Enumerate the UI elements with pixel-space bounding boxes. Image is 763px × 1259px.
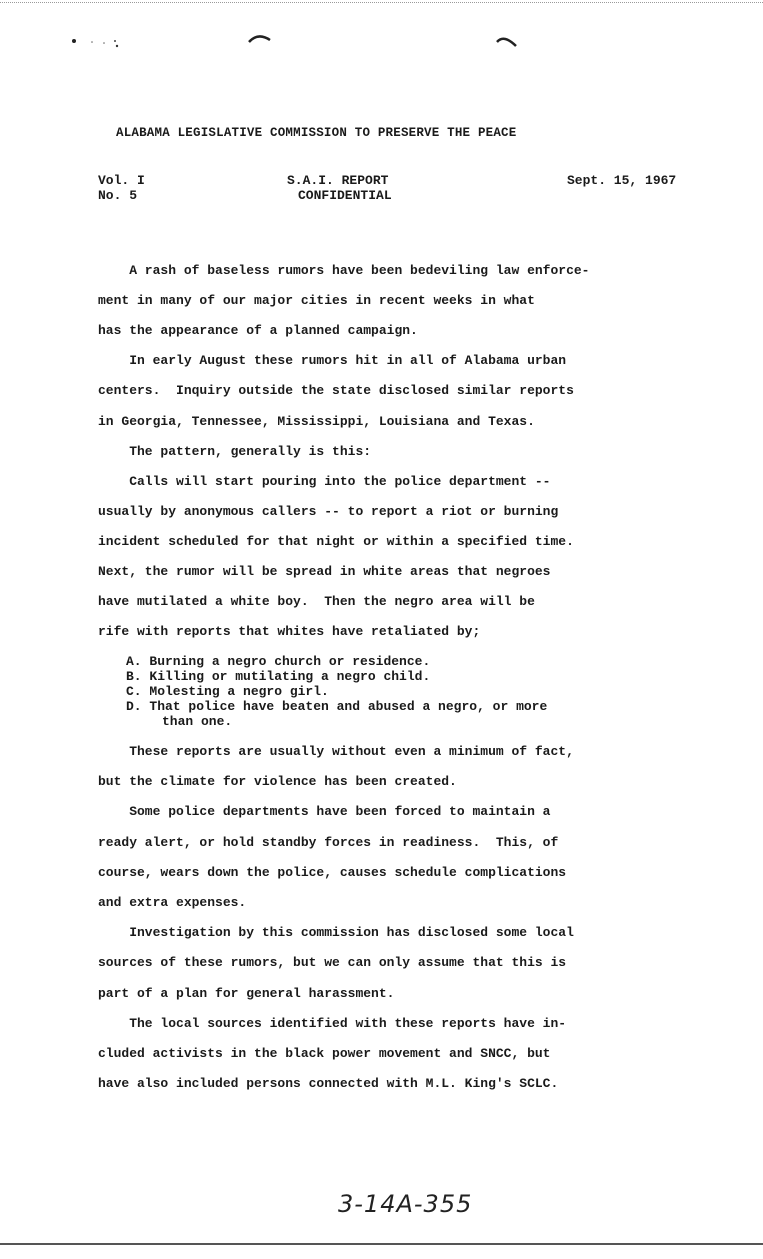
list-item: A. Burning a negro church or residence.: [126, 654, 431, 669]
issue-number: No. 5: [98, 188, 138, 203]
body-line: but the climate for violence has been created.: [98, 774, 457, 790]
list-item: B. Killing or mutilating a negro child.: [126, 669, 431, 684]
staple-mark-right: [494, 32, 520, 50]
body-line: part of a plan for general harassment.: [98, 985, 395, 1001]
body-line: usually by anonymous callers -- to report a riot or burning: [98, 503, 559, 519]
page-bottom-edge: [0, 1243, 763, 1245]
body-line: cluded activists in the black power movement and SNCC, but: [98, 1046, 551, 1061]
body-line: course, wears down the police, causes schedule complications: [98, 864, 567, 880]
body-line: rife with reports that whites have retaliated by;: [98, 624, 481, 640]
body-line: The pattern, generally is this:: [98, 443, 372, 459]
body-line: incident scheduled for that night or within a specified time.: [98, 533, 574, 549]
body-line: Calls will start pouring into the police department --: [98, 473, 551, 489]
report-type: [287, 173, 392, 203]
body-line: in Georgia, Tennessee, Mississippi, Louisiana and Texas.: [98, 413, 535, 429]
body-line: have mutilated a white boy. Then the negro area will be: [98, 594, 535, 610]
body-line: The local sources identified with these reports have in-: [98, 1015, 567, 1031]
body-line: Next, the rumor will be spread in white areas that negroes: [98, 564, 551, 579]
list-item: D. That police have beaten and abused a negro, or more: [126, 699, 548, 714]
scan-specks: [68, 36, 128, 52]
body-line: In early August these rumors hit in all of Alabama urban: [98, 353, 567, 369]
confidential-label: CONFIDENTIAL: [298, 188, 392, 203]
staple-mark-left: [246, 30, 274, 46]
body-line: These reports are usually without even a minimum of fact,: [98, 744, 574, 759]
volume-info: [98, 173, 145, 203]
body-line: has the appearance of a planned campaign.: [98, 323, 418, 339]
report-title: S.A.I. REPORT: [287, 173, 389, 188]
list-item: C. Molesting a negro girl.: [126, 684, 329, 699]
body-line: Investigation by this commission has disclosed some local: [98, 925, 574, 941]
handwritten-serial-number: 3-14A-355: [338, 1190, 473, 1218]
body-line: A rash of baseless rumors have been bedeviling law enforce-: [98, 263, 590, 278]
commission-title: ALABAMA LEGISLATIVE COMMISSION TO PRESERVE THE PEACE: [116, 126, 517, 140]
body-line: centers. Inquiry outside the state disclosed similar reports: [98, 383, 574, 399]
report-date: Sept. 15, 1967: [567, 173, 677, 188]
perforation-edge: [0, 2, 763, 3]
body-line: ment in many of our major cities in recent weeks in what: [98, 293, 535, 309]
body-line: Some police departments have been forced to maintain a: [98, 804, 551, 820]
list-item-continuation: than one.: [162, 714, 233, 729]
body-line: have also included persons connected with M.L. King's SCLC.: [98, 1076, 559, 1092]
rumor-list: [126, 654, 547, 729]
volume-number: Vol. I: [98, 173, 145, 188]
body-line: and extra expenses.: [98, 895, 247, 910]
body-line: sources of these rumors, but we can only assume that this is: [98, 955, 567, 971]
body-line: ready alert, or hold standby forces in readiness. This, of: [98, 834, 559, 850]
